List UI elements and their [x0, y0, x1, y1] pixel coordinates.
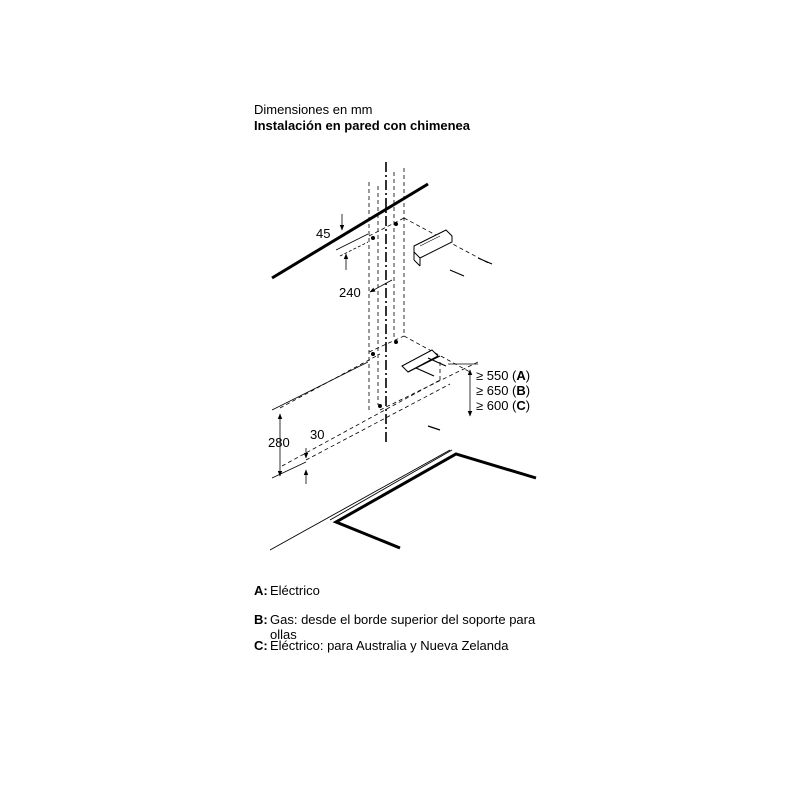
ceiling-line — [272, 184, 428, 278]
legend-key: A: — [254, 583, 268, 598]
clearance-dimension — [448, 364, 478, 416]
diagram-title: Instalación en pared con chimenea — [254, 118, 471, 133]
legend-text: Eléctrico: para Australia y Nueva Zelanda — [270, 638, 509, 653]
legend-text: Gas: desde el borde superior del soporte para ollas — [270, 612, 536, 642]
dimension-280 — [272, 362, 368, 478]
dimension-label-45: 45 — [316, 226, 331, 241]
dimension-label-30: 30 — [310, 427, 325, 442]
diagram-subtitle: Dimensiones en mm — [254, 102, 373, 117]
legend-text: Eléctrico — [270, 583, 320, 598]
legend-key: C: — [254, 638, 268, 653]
legend-key: B: — [254, 612, 268, 627]
cooktop — [270, 450, 536, 550]
dimension-label-240: 240 — [339, 285, 361, 300]
clearance-b: ≥ 650 (B) — [476, 383, 531, 398]
upper-wall-bracket — [414, 230, 452, 266]
clearance-a: ≥ 550 (A) — [476, 368, 531, 383]
clearance-c: ≥ 600 (C) — [476, 398, 531, 413]
hood-outline — [280, 354, 478, 466]
dimension-label-280: 280 — [268, 435, 290, 450]
dimension-240 — [370, 280, 392, 292]
